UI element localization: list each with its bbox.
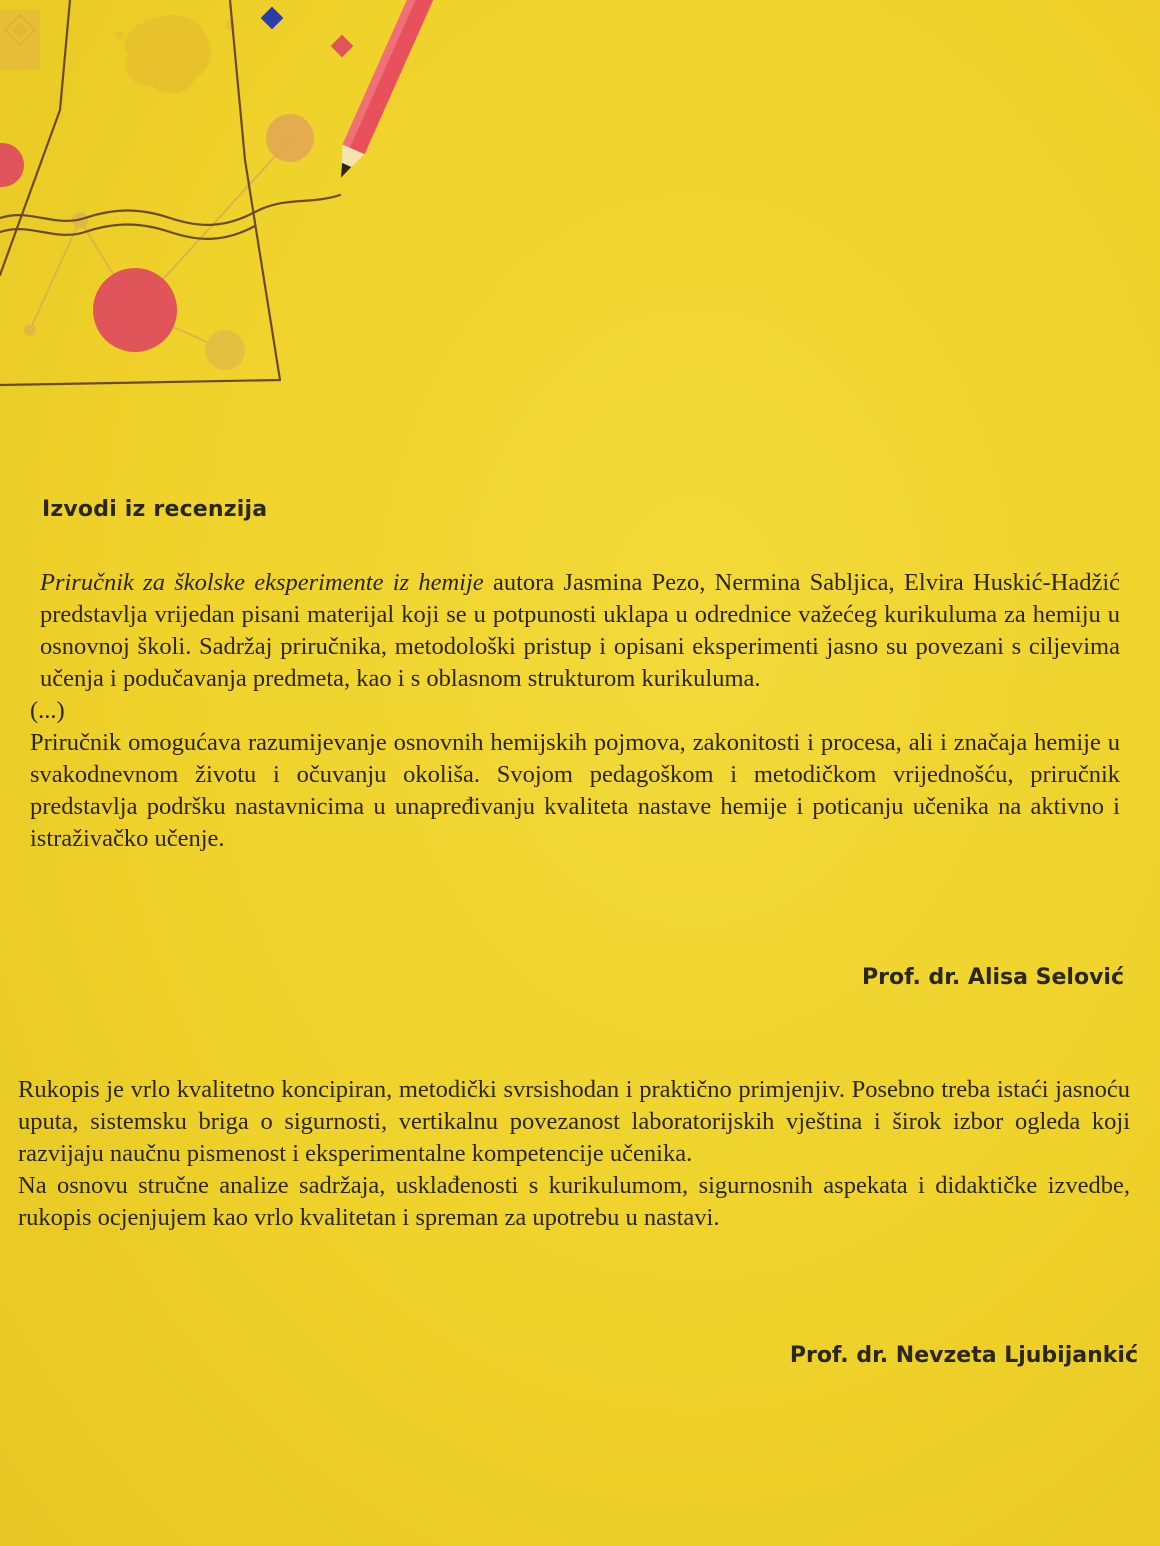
molecule-dots-icon [0, 114, 314, 370]
book-title: Priručnik za školske eksperimente iz hemije [40, 569, 484, 596]
review-1-paragraph-1-text: autora Jasmina Pezo, Nermina Sabljica, Elvira Huskić-Hadžić predstavlja vrijedan pisani materijal koji se u potpunosti uklapa u odrednice važećeg kurikuluma za hemiju u osnovnoj školi. Sadržaj priručnika, metodološki pristup i opisani eksperimenti jasno su povezani s ciljevima učenja i podučavanja predmeta, kao i s oblasnom strukturom kurikuluma. [40, 569, 1120, 692]
review-1-paragraph-2: Priručnik omogućava razumijevanje osnovnih hemijskih pojmova, zakonitosti i procesa, ali i značaja hemije u svakodnevnom životu i očuvanju okoliša. Svojom pedagoškom i metodičkom vrijednošću, priručnik predstavlja podršku nastavnicima u unapređivanju kvaliteta nastave hemije i poticanju učenika na aktivno i istraživačko učenje. [30, 729, 1120, 852]
review-1-ellipsis: (...) [30, 697, 65, 724]
review-2-text [18, 1074, 1130, 1234]
review-1-paragraph-1 [30, 567, 1120, 695]
review-2-paragraph-1: Rukopis je vrlo kvalitetno koncipiran, metodički svrsishodan i praktično primjenjiv. Posebno treba istaći jasnoću uputa, sistemsku briga o sigurnosti, vertikalnu povezanost laboratorijskih vještina i širok izbor ogleda koji razvijaju naučnu pismenost i eksperimentalne kompetencije učenika. [18, 1076, 1130, 1167]
review-1-author: Prof. dr. Alisa Selović [861, 965, 1124, 990]
review-1-text [30, 567, 1120, 855]
section-heading: Izvodi iz recenzija [42, 497, 268, 522]
diamond-shapes-icon [261, 7, 354, 58]
flask-illustration [0, 0, 440, 400]
splash-blob-icon [116, 15, 235, 93]
pencil-icon [330, 0, 440, 183]
review-2-author: Prof. dr. Nevzeta Ljubijankić [789, 1343, 1138, 1368]
pattern-patch-icon [0, 10, 40, 70]
review-2-paragraph-2: Na osnovu stručne analize sadržaja, usklađenosti s kurikulumom, sigurnosnih aspekata i didaktičke izvedbe, rukopis ocjenjujem kao vrlo kvalitetan i spreman za upotrebu u nastavi. [18, 1172, 1130, 1231]
